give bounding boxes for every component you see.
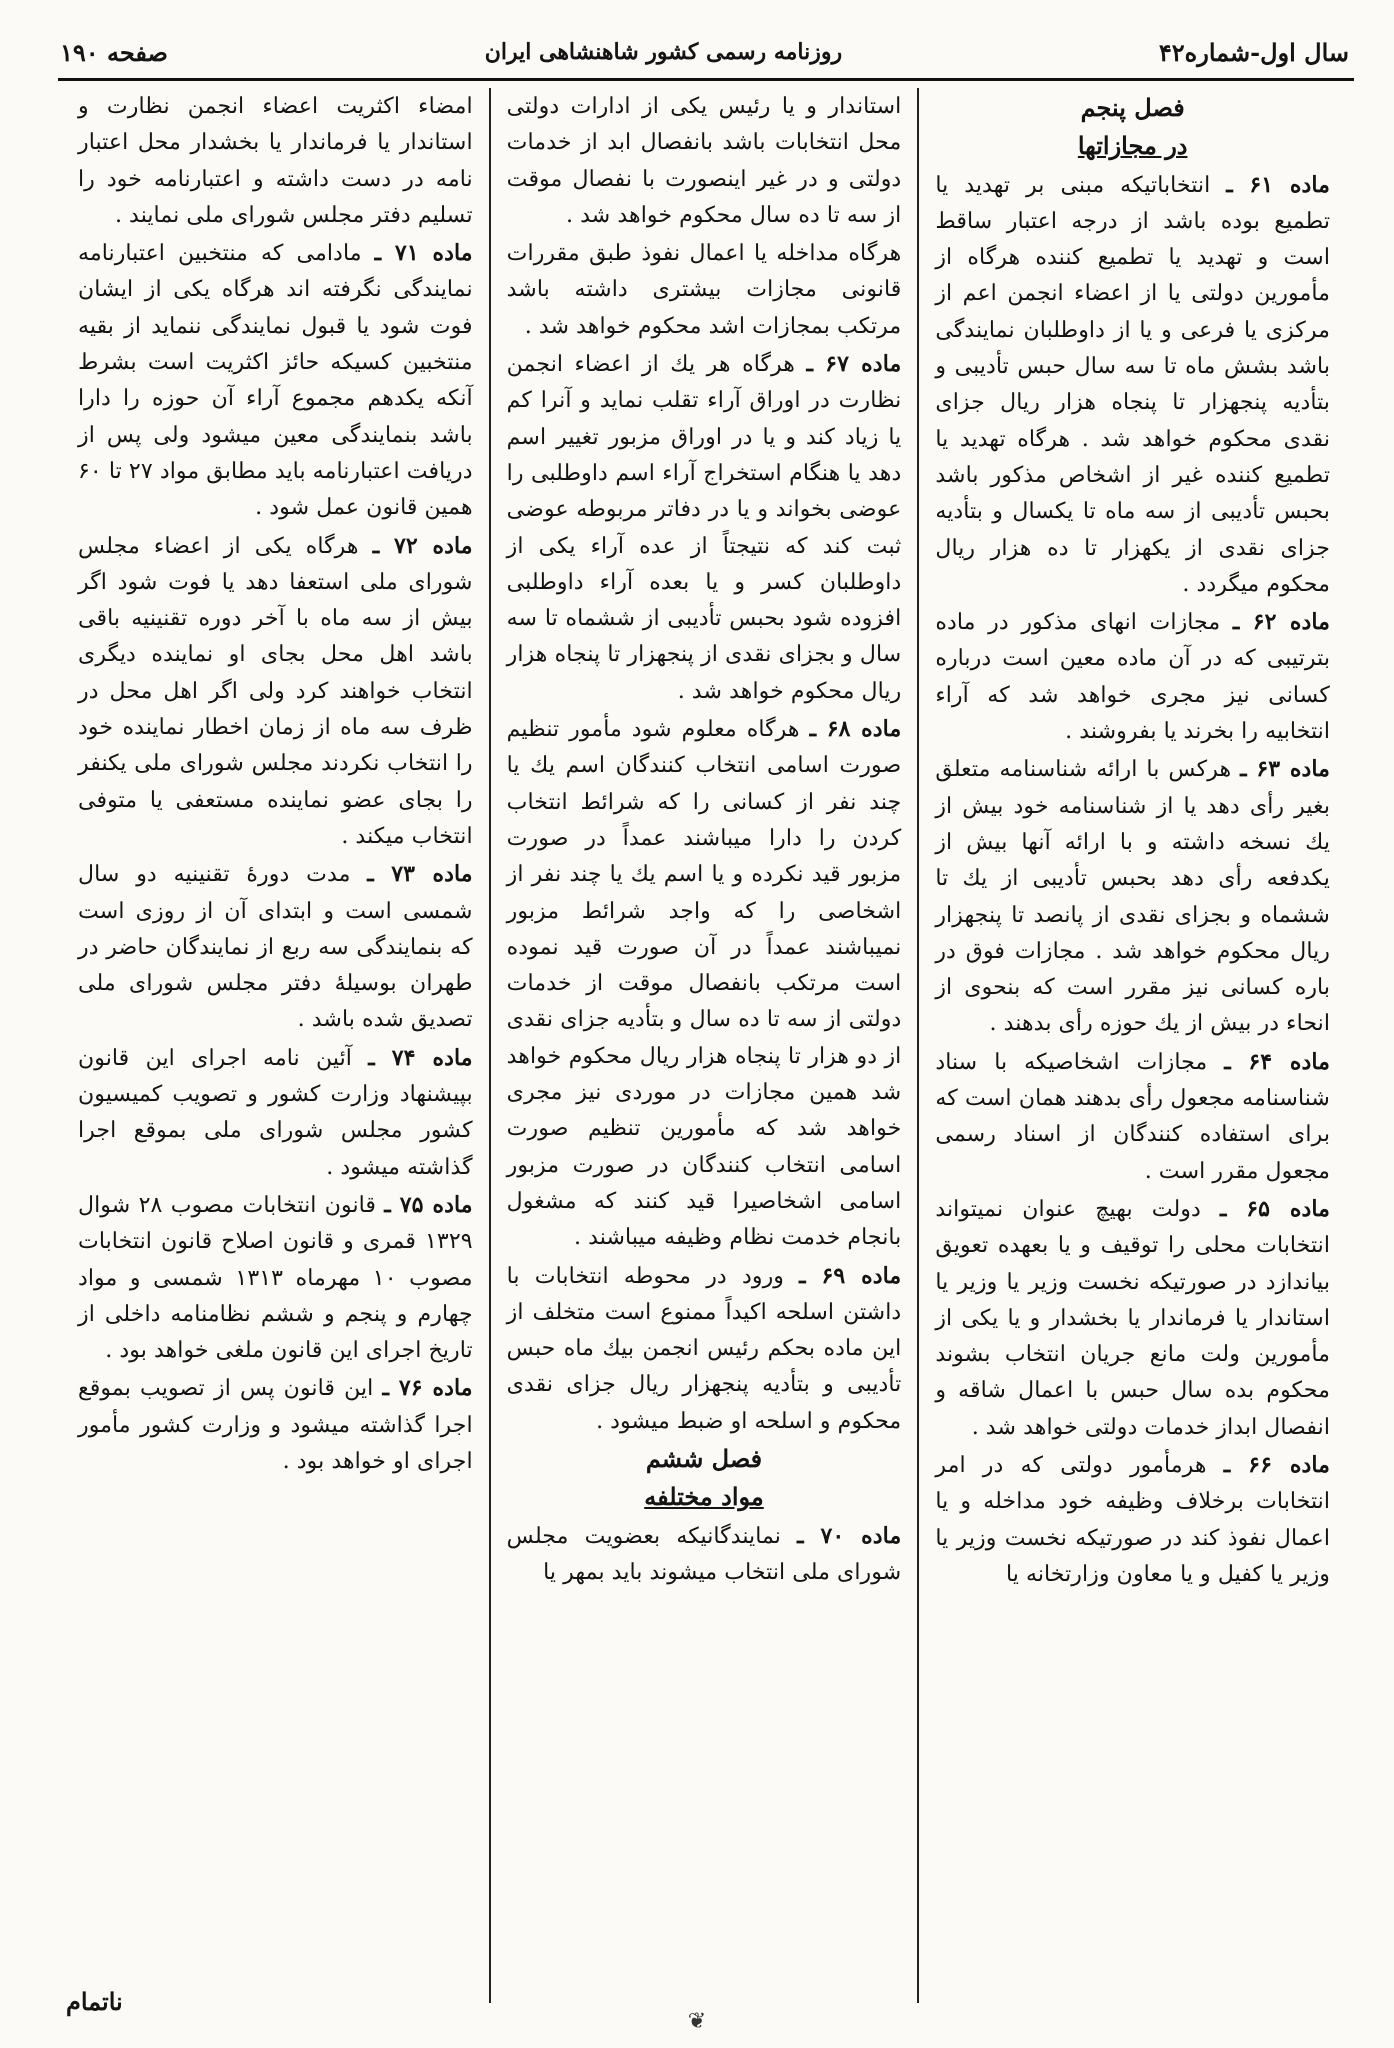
article-number: ماده ۷۱ ـ	[374, 240, 473, 267]
article-text: هرگاه یکی از اعضاء مجلس شورای ملی استعفا دهد یا فوت شود اگر بیش از سه ماه با آخر دوره تقنینیه باقی باشد اهل محل بجای او نماینده دیگری انتخاب خواهند کرد ولی اگر اهل محل در ظرف سه ماه از زمان اخطار نماینده خود را انتخاب نکردند مجلس شورای ملی یکنفر را بجای عضو نماینده مستعفی یا متوفی انتخاب میکند .	[77, 532, 473, 849]
article-paragraph	[935, 167, 1330, 603]
newspaper-title: روزنامه رسمی کشور شاهنشاهی ایران	[484, 39, 843, 65]
article-paragraph	[507, 235, 902, 344]
article-text: آئین نامه اجرای این قانون بپیشنهاد وزارت کشور و تصویب کمیسیون کشور مجلس شورای ملی بموقع اجرا گذاشته میشود .	[77, 1044, 473, 1180]
article-paragraph	[935, 751, 1330, 1041]
continued-mark: ناتمام	[66, 1987, 123, 2016]
article-text: مجازات اشخاصیکه با سناد شناسنامه مجعول رأی بدهند همان است که برای استفاده کنندگان از اسناد رسمی مجعول مقرر است .	[935, 1048, 1330, 1184]
article-number: ماده ۷۲ ـ	[372, 532, 473, 559]
article-paragraph	[935, 1044, 1330, 1189]
column-right	[917, 88, 1346, 2003]
article-paragraph	[507, 1518, 902, 1591]
article-paragraph	[78, 528, 473, 855]
article-text: انتخاباتیکه مبنی بر تهدید یا تطمیع بوده باشد از درجه اعتبار ساقط است و تهدید یا تطمیع کننده هرگاه از مأمورین دولتی یا از اعضاء انجمن اعم از مرکزی یا فرعی و یا از داوطلبان نمایندگی باشد بشش ماه تا سه سال حبس تأدیبی و بتأدیه پنجهزار تا پنجاه هزار ریال جزای نقدی محکوم خواهد شد . هرگاه تهدید یا تطمیع کننده غیر از اشخاص مذکور باشد بحبس تأدیبی از سه ماه تا یکسال و بتأدیه جزای نقدی از یکهزار تا ده هزار ریال محکوم میگردد .	[935, 171, 1330, 597]
article-number: ماده ۷۰ ـ	[797, 1522, 902, 1549]
article-columns	[62, 88, 1346, 2003]
article-number: ماده ۶۳ ـ	[1240, 756, 1330, 783]
article-number: ماده ۶۱ ـ	[1226, 171, 1330, 198]
article-text: هرمأمور دولتی که در امر انتخابات برخلاف وظیفه خود مداخله و یا اعمال نفوذ کند در صورتیکه نخست وزیر یا وزیر یا کفیل و یا معاون وزارتخانه یا	[935, 1451, 1330, 1587]
article-text: مادامی که منتخبین اعتبارنامه نمایندگی نگرفته اند هرگاه یکی از ایشان فوت شود یا قبول نمایندگی ننماید از بقیه منتخبین کسیکه حائز اکثریت است بشرط آنکه یکدهم مجموع آراء آن حوزه را دارا باشد بنمایندگی معین میشود ولی پس از دریافت اعتبارنامه باید مطابق مواد ۲۷ تا ۶۰ همین قانون عمل شود .	[77, 240, 473, 521]
article-text: ورود در محوطه انتخابات با داشتن اسلحه اکیداً ممنوع است متخلف از این ماده بحکم رئیس انجمن بیك ماه حبس تأدیبی و بتأدیه پنجهزار ریال جزای نقدی محکوم و اسلحه او ضبط میشود .	[506, 1262, 902, 1434]
article-number: ماده ۶۵ ـ	[1219, 1195, 1330, 1222]
article-paragraph	[935, 604, 1330, 749]
article-paragraph	[507, 346, 902, 709]
article-text: نمایندگانیکه بعضویت مجلس شورای ملی انتخاب میشوند باید بمهر یا	[506, 1522, 902, 1585]
article-text: قانون انتخابات مصوب ۲۸ شوال ۱۳۲۹ قمری و قانون اصلاح قانون انتخابات مصوب ۱۰ مهرماه ۱۳۱۳ شمسی و مواد چهارم و پنجم و ششم نظامنامه داخلی از تاریخ اجرای این قانون ملغی خواهد بود .	[77, 1191, 473, 1364]
article-number: ماده ۶۸ ـ	[809, 716, 902, 743]
column-left	[62, 88, 489, 2003]
header-divider	[58, 78, 1354, 81]
article-paragraph	[78, 1040, 473, 1185]
article-paragraph	[507, 1258, 902, 1439]
article-number: ماده ۷۵ ـ	[384, 1191, 473, 1218]
article-paragraph	[78, 235, 473, 525]
article-number: ماده ۶۷ ـ	[806, 351, 902, 378]
article-number: ماده ۶۶ ـ	[1223, 1451, 1331, 1478]
article-paragraph	[78, 1370, 473, 1479]
article-number: ماده ۶۲ ـ	[1232, 609, 1330, 636]
section-subtitle: مواد مختلفه	[644, 1482, 764, 1512]
section-subtitle: در مجازاتها	[1077, 131, 1188, 161]
article-number: ماده ۷۳ ـ	[367, 861, 473, 888]
ornament-icon: ❦	[687, 2009, 707, 2034]
issue-number: سال اول-شماره۴۲	[1158, 37, 1349, 67]
article-text: هرگاه هر یك از اعضاء انجمن نظارت در اوراق آراء تقلب نماید و آنرا کم یا زیاد کند و یا در اوراق مزبور تغییر اسم دهد یا هنگام استخراج آراء اسم داوطلبی را عوضی بخواند و یا در دفاتر مربوطه عوضی ثبت کند که نتیجتاً از عده آراء یکی از داوطلبان کسر و یا بعده آراء داوطلبی افزوده شود بحبس تأدیبی از ششماه تا سه سال و بجزای نقدی از پنجهزار تا پنجاه هزار ریال محکوم خواهد شد .	[506, 351, 902, 704]
article-text: دولت بهیچ عنوان نمیتواند انتخابات محلی را توقیف و یا بعهده تعویق بیاندازد در صورتیکه نخست وزیر یا وزیر یا استاندار یا فرماندار یا بخشدار و یا یکی از مأمورین ولت مانع جریان انتخاب بشوند محکوم بده سال حبس با اعمال شاقه و انفصال ابداز خدمات دولتی خواهد شد .	[935, 1195, 1330, 1440]
page-number: صفحه ۱۹۰	[60, 37, 168, 67]
article-text: استاندار و یا رئیس یکی از ادارات دولتی محل انتخابات باشد بانفصال ابد از خدمات دولتی و در غیر اینصورت با نفصال موقت از سه تا ده سال محکوم خواهد شد .	[506, 93, 902, 228]
article-paragraph	[78, 1187, 473, 1368]
article-paragraph	[507, 711, 902, 1255]
article-text: مدت دورهٔ تقنینیه دو سال شمسی است و ابتدای آن از روزی است که بنمایندگی سه ربع از نمایندگان حاضر در طهران بوسیلهٔ دفتر مجلس شورای ملی تصدیق شده باشد .	[77, 861, 473, 1033]
column-middle	[489, 88, 918, 2003]
section-title: فصل پنجم	[1080, 93, 1185, 122]
article-text: هرگاه معلوم شود مأمور تنظیم صورت اسامی انتخاب کنندگان اسم یك یا چند نفر از کسانی را که شرائط انتخاب کردن را دارا میباشند عمداً در صورت مزبور قید نکرده و یا اسم یك یا چند نفر از اشخاصی را که واجد شرائط مزبور نمیباشند عمداً در آن صورت قید نموده است مرتکب بانفصال موقت از خدمات دولتی از سه تا ده سال و بتأدیه جزای نقدی از دو هزار تا پنجاه هزار ریال محکوم خواهد شد همین مجازات در موردی نیز مجری خواهد شد که مأمورین تنظیم صورت اسامی انتخاب کنندگان در صورت مزبور اسامی اشخاصیرا قید کنند که مشغول بانجام خدمت نظام وظیفه میباشند .	[506, 716, 902, 1251]
section-title: فصل ششم	[645, 1443, 763, 1473]
article-text: این قانون پس از تصویب بموقع اجرا گذاشته میشود و وزارت کشور مأمور اجرای او خواهد بود .	[77, 1375, 473, 1474]
article-number: ماده ۶۹ ـ	[799, 1262, 902, 1289]
article-text: هرگاه مداخله یا اعمال نفوذ طبق مقررات قانونی مجازات بیشتری داشته باشد مرتکب بمجازات اشد محکوم خواهد شد .	[506, 240, 902, 339]
article-paragraph	[507, 88, 902, 233]
article-paragraph	[78, 856, 473, 1037]
article-text: امضاء اکثریت اعضاء انجمن نظارت و استاندار یا فرماندار یا بخشدار محل اعتبار نامه در دست داشته و اعتبارنامه خود را تسلیم دفتر مجلس شورای ملی نمایند .	[77, 93, 473, 228]
page-header	[60, 30, 1349, 74]
article-paragraph	[935, 1191, 1330, 1445]
article-text: مجازات انهای مذکور در ماده بترتیبی که در آن ماده معین است درباره کسانی نیز مجری خواهد شد که آراء انتخابیه را بخرند یا بفروشند .	[935, 609, 1330, 745]
article-number: ماده ۷۶ ـ	[382, 1375, 473, 1402]
article-paragraph	[935, 1447, 1330, 1592]
article-paragraph	[78, 88, 473, 233]
article-text: هرکس با ارائه شناسنامه متعلق بغیر رأی دهد یا از شناسنامه خود بیش از یك نسخه داشته و با ارائه آنها بیش از یکدفعه رأی دهد بحبس تأدیبی از یك تا ششماه و بجزای نقدی از پانصد تا پنجهزار ریال محکوم خواهد شد . مجازات فوق در باره کسانی نیز مقرر است که بنحوی از انحاء در بیش از یك حوزه رأی بدهند .	[935, 756, 1330, 1037]
article-number: ماده ۷۴ ـ	[368, 1044, 473, 1071]
article-number: ماده ۶۴ ـ	[1224, 1048, 1330, 1075]
